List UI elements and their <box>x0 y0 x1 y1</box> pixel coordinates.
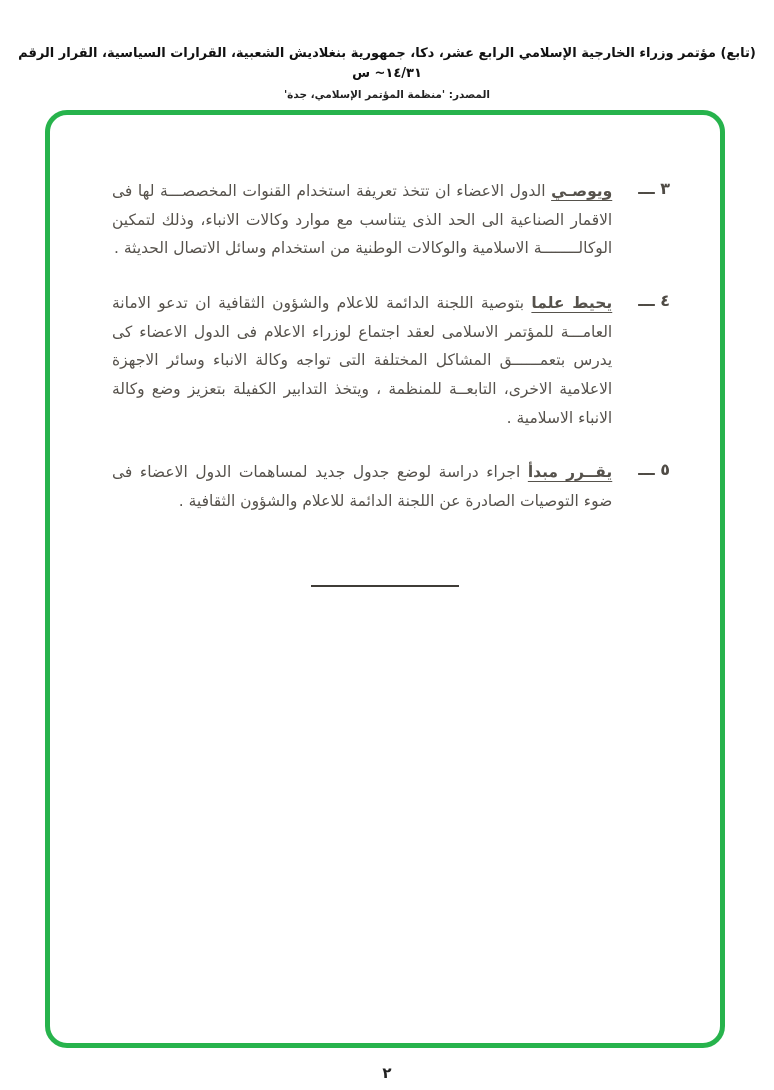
item-body-text: الدول الاعضاء ان تتخذ تعريفة استخدام القنوات المخصصـــة لها فى الاقمار الصناعية الى الحد الذى يتناسب مع موارد وكالات الانباء، وذلك لتمكين الوكالــــــــة الاسلامية والوكالات الوطنية من استخدام وسائل الاتصال الحديثة . <box>112 182 613 258</box>
item-number: ٤ ـــ <box>638 291 670 311</box>
item-text <box>112 177 612 263</box>
item-text <box>112 289 612 432</box>
scan-frame <box>45 110 725 1048</box>
citation-title: (تابع) مؤتمر وزراء الخارجية الإسلامي الرابع عشر، دكا، جمهورية بنغلاديش الشعبية، القرارات السياسية، القرار الرقم ١٤/٣١~ س <box>18 46 756 81</box>
item-number: ٥ ـــ <box>638 460 670 480</box>
page-number: ٢ <box>382 1064 392 1082</box>
item-body-text: اجراء دراسة لوضع جدول جديد لمساهمات الدول الاعضاء فى ضوء التوصيات الصادرة عن اللجنة الدائمة للاعلام والشؤون الثقافية . <box>112 463 613 511</box>
item-lead-word: ويوصـي <box>551 182 613 200</box>
resolution-item-3 <box>112 177 670 263</box>
scan-body <box>112 177 670 542</box>
citation-header <box>0 44 774 101</box>
item-lead-word: يقــرر مبدأ <box>527 463 613 482</box>
end-of-text-rule <box>311 585 459 587</box>
resolution-item-4 <box>112 289 670 432</box>
citation-source: المصدر: 'منظمة المؤتمر الإسلامي، جدة' <box>283 89 491 101</box>
item-body-text: بتوصية اللجنة الدائمة للاعلام والشؤون الثقافية ان تدعو الامانة العامـــة للمؤتمر الاسلامى لعقد اجتماع لوزراء الاعلام فى الدول الاعضاء كى يدرس بتعمــــــق المشاكل المختلفة التى تواجه وكالة الانباء وسائر الاجهزة الاعلامية الاخرى، التابعــة للمنظمة ، ويتخذ التدابير الكفيلة بتعزيز وضع وكالة الانباء الاسلامية . <box>112 294 613 427</box>
item-text <box>112 458 612 515</box>
resolution-item-5 <box>112 458 670 515</box>
item-number: ٣ ـــ <box>638 179 670 198</box>
item-lead-word: يحيط علما <box>531 294 613 313</box>
